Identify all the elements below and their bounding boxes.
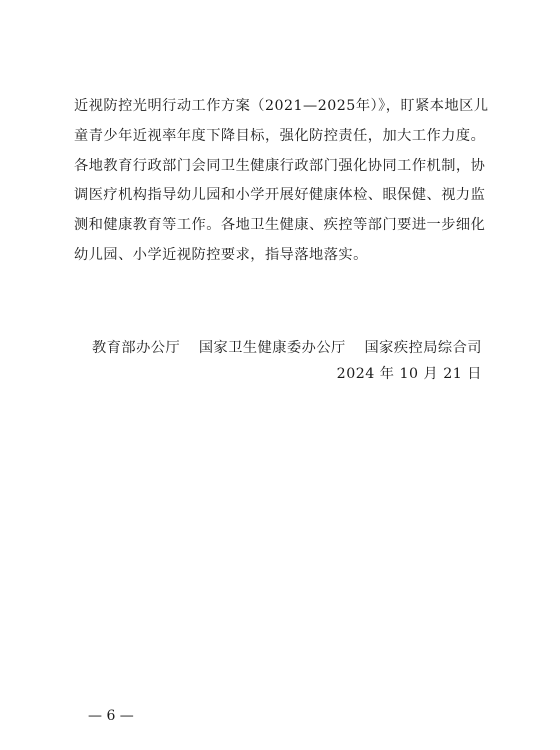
body-line: 调医疗机构指导幼儿园和小学开展好健康体检、眼保健、视力监 <box>74 187 486 204</box>
body-line: 各地教育行政部门会同卫生健康行政部门强化协同工作机制，协 <box>74 157 486 174</box>
issue-date: 2024 年 10 月 21 日 <box>336 366 482 382</box>
body-line: 测和健康教育等工作。各地卫生健康、疾控等部门要进一步细化 <box>74 217 486 234</box>
body-line: 幼儿园、小学近视防控要求，指导落地落实。 <box>74 246 368 263</box>
body-line: 近视防控光明行动工作方案（2021—2025年）》，盯紧本地区儿 <box>74 98 489 114</box>
body-line: 童青少年近视率年度下降目标，强化防控责任，加大工作力度。 <box>74 127 486 144</box>
signer-disease-control-bureau: 国家疾控局综合司 <box>364 340 482 356</box>
body-paragraph <box>74 92 494 271</box>
signer-health-commission-office: 国家卫生健康委办公厅 <box>198 340 346 356</box>
signer-ministry-of-education-office: 教育部办公厅 <box>92 340 181 356</box>
page-number: — 6 — <box>88 708 134 724</box>
issuing-organizations <box>92 338 482 358</box>
